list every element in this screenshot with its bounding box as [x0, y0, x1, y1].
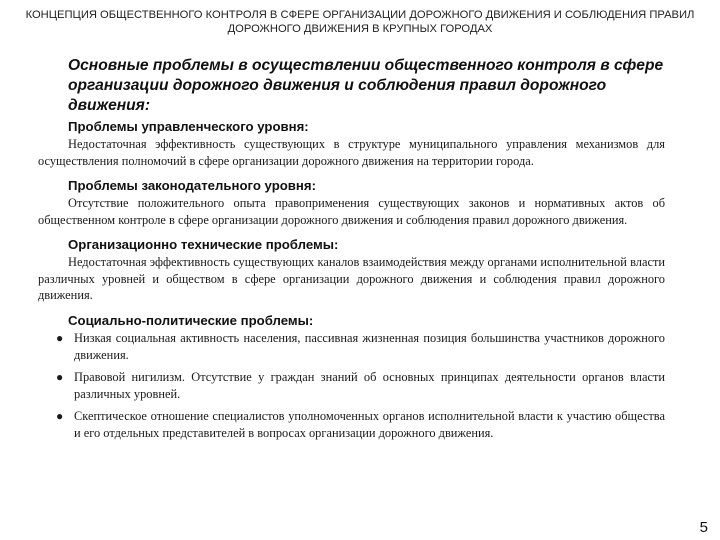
- slide-content: [38, 56, 665, 447]
- section-heading: Проблемы законодательного уровня:: [68, 178, 316, 193]
- section-social: [38, 312, 665, 443]
- main-title: Основные проблемы в осуществлении общественного контроля в сфере организации дорожного движения и соблюдения правил дорожного движения:: [68, 57, 664, 114]
- list-item: [56, 408, 665, 443]
- section-heading: Организационно технические проблемы:: [68, 237, 339, 252]
- list-item: [56, 369, 665, 404]
- bullet-list: [56, 330, 665, 443]
- section-management: [38, 118, 665, 169]
- list-item: [56, 330, 665, 365]
- section-legislative: [38, 177, 665, 228]
- slide-header: КОНЦЕПЦИЯ ОБЩЕСТВЕННОГО КОНТРОЛЯ В СФЕРЕ ОРГАНИЗАЦИИ ДОРОЖНОГО ДВИЖЕНИЯ И СОБЛЮДЕНИЯ ПРАВИЛ ДОРОЖНОГО ДВИЖЕНИЯ В КРУПНЫХ ГОРОДАХ: [25, 9, 695, 35]
- bullet-dot-icon: ●: [56, 330, 64, 345]
- section-heading: Социально-политические проблемы:: [68, 312, 314, 328]
- section-organizational: [38, 236, 665, 304]
- bullet-dot-icon: ●: [56, 408, 64, 423]
- section-heading: Проблемы управленческого уровня:: [68, 119, 309, 134]
- page-number: 5: [699, 519, 708, 536]
- section-text: Недостаточная эффективность существующих в структуре муниципального управления механизмов для осуществления полномочий в сфере организации дорожного движения на территории города.: [38, 137, 665, 168]
- list-item-text: Скептическое отношение специалистов уполномоченных органов исполнительной власти к участию общества и его отдельных представителей в вопросах организации дорожного движения.: [74, 408, 665, 440]
- bullet-dot-icon: ●: [56, 369, 64, 384]
- list-item-text: Правовой нигилизм. Отсутствие у граждан знаний об основных принципах деятельности органов власти различных уровней.: [74, 369, 665, 401]
- section-text: Отсутствие положительного опыта правоприменения существующих законов и нормативных актов об общественном контроле в сфере организации дорожного движения и соблюдения правил дорожного движения.: [38, 196, 665, 227]
- section-text: Недостаточная эффективность существующих каналов взаимодействия между органами исполнительной власти различных уровней и обществом в сфере организации дорожного движения и соблюдения правил дорожного движения.: [38, 255, 665, 302]
- list-item-text: Низкая социальная активность населения, пассивная жизненная позиция большинства участников дорожного движения.: [74, 330, 665, 362]
